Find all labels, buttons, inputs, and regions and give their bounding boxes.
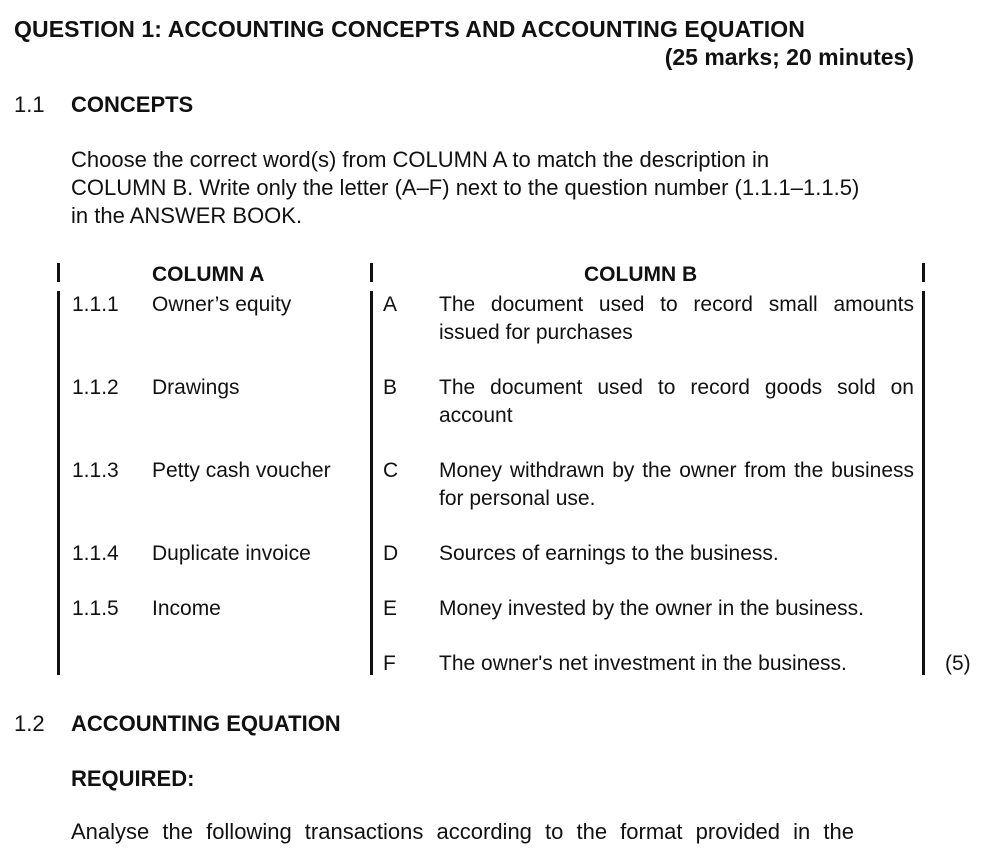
option-description: The document used to record goods sold on account [439, 376, 914, 427]
section-title: ACCOUNTING EQUATION [71, 711, 341, 736]
option-description: Money withdrawn by the owner from the business for personal use. [439, 459, 914, 510]
option-letter: E [383, 597, 398, 620]
option-description: The document used to record small amounts issued for purchases [439, 293, 914, 344]
item-number: 1.1.5 [72, 597, 119, 620]
item-term: Drawings [152, 376, 240, 399]
option-letter: A [383, 293, 398, 316]
section-title: CONCEPTS [71, 92, 194, 117]
item-number: 1.1.4 [72, 542, 119, 565]
option-description: Money invested by the owner in the business. [439, 597, 864, 620]
table-border-right-header [922, 263, 925, 282]
question-title: QUESTION 1: ACCOUNTING CONCEPTS AND ACCOUNTING EQUATION [14, 16, 805, 42]
column-b-header: COLUMN B [584, 263, 698, 286]
option-description: Sources of earnings to the business. [439, 542, 779, 565]
table-divider-header [370, 263, 373, 282]
table-divider [370, 291, 373, 675]
item-term: Income [152, 597, 221, 620]
instructions [71, 146, 916, 230]
section-number: 1.1 [14, 92, 45, 117]
table-border-right [922, 291, 925, 675]
item-term: Duplicate invoice [152, 542, 311, 565]
item-number: 1.1.2 [72, 376, 119, 399]
option-letter: C [383, 459, 399, 482]
item-term: Owner’s equity [152, 293, 292, 316]
partial-instruction-text: Analyse the following transactions according to the format provided in the [71, 819, 854, 844]
item-number: 1.1.1 [72, 293, 119, 316]
section-number: 1.2 [14, 711, 45, 736]
instruction-line: COLUMN B. Write only the letter (A–F) next to the question number (1.1.1–1.1.5) [71, 175, 860, 200]
item-number: 1.1.3 [72, 459, 119, 482]
required-label: REQUIRED: [71, 766, 195, 791]
column-a-header: COLUMN A [152, 263, 265, 286]
option-letter: B [383, 376, 398, 399]
option-description: The owner's net investment in the business. [439, 652, 847, 675]
question-marks: (25 marks; 20 minutes) [664, 44, 914, 70]
instruction-line: Choose the correct word(s) from COLUMN A to match the description in [71, 147, 770, 172]
instruction-line: in the ANSWER BOOK. [71, 203, 303, 228]
table-border-left-header [57, 263, 60, 282]
option-letter: F [383, 652, 396, 675]
item-term: Petty cash voucher [152, 459, 331, 482]
option-letter: D [383, 542, 399, 565]
total-marks: (5) [945, 652, 971, 675]
table-border-left [57, 291, 60, 675]
